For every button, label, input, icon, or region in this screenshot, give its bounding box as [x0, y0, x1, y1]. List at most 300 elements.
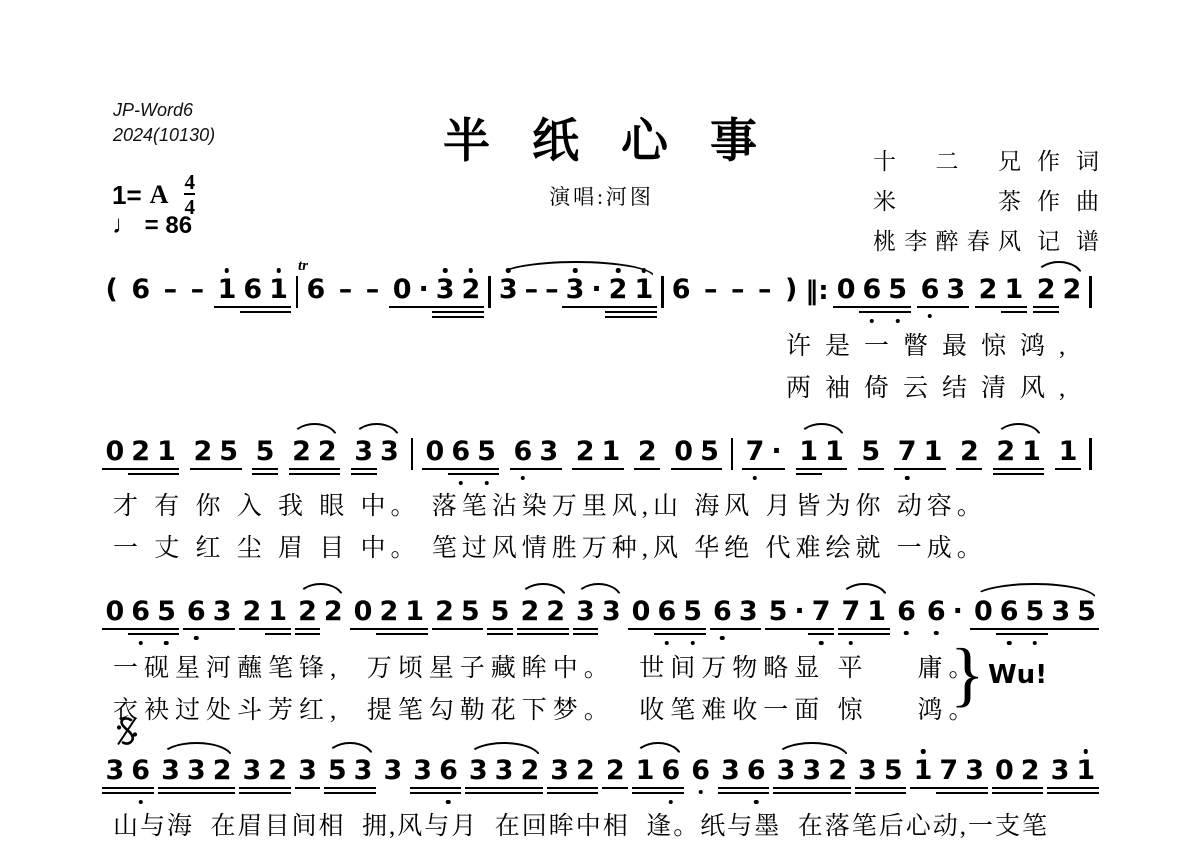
- note-group: [970, 598, 1099, 626]
- note-group: [380, 757, 406, 785]
- note-digit: 3: [161, 755, 180, 786]
- beam-line: [266, 311, 292, 313]
- octave-dot-below: [690, 641, 695, 646]
- beam-line: [295, 787, 321, 789]
- note-group: [517, 598, 569, 626]
- note: [521, 276, 542, 304]
- composer-role: 作曲: [1037, 189, 1099, 214]
- octave-dot-above: [921, 749, 926, 754]
- note-digit: 0: [631, 596, 651, 627]
- note-group: [956, 438, 982, 466]
- beam-line: [314, 468, 340, 470]
- note-digit: ): [784, 274, 798, 305]
- note-group: [634, 438, 660, 466]
- beam-line: [992, 787, 1018, 789]
- note: [295, 598, 321, 626]
- note-group: [297, 258, 329, 305]
- beam-line: [209, 787, 235, 789]
- note-group: [917, 276, 969, 304]
- beam-line: [859, 306, 885, 308]
- beam-line: [240, 311, 266, 313]
- note: [239, 757, 265, 785]
- beam-line: [654, 628, 680, 630]
- beam-line: [605, 306, 631, 308]
- note-digit: 3: [738, 596, 758, 627]
- beam-line: [128, 628, 154, 630]
- note-group: [1055, 438, 1081, 466]
- note-digit: 6: [999, 596, 1019, 627]
- trill-mark: tr: [297, 258, 308, 274]
- beam-line: [154, 473, 180, 475]
- note-group: [102, 757, 154, 785]
- beam-line: [458, 316, 484, 318]
- octave-dot-below: [870, 319, 875, 324]
- note: [295, 757, 321, 785]
- beam-line: [266, 306, 292, 308]
- beam-line: [880, 787, 906, 789]
- note-group: [495, 276, 656, 304]
- note-digit: 3: [946, 274, 966, 305]
- note-digit: 2: [520, 596, 540, 627]
- note-digit: 6: [657, 596, 677, 627]
- note: [885, 276, 911, 304]
- note-group: [754, 276, 775, 304]
- note-group: [214, 276, 291, 304]
- note: [266, 276, 292, 304]
- beam-line: [158, 787, 184, 789]
- beam-line: [389, 306, 415, 308]
- note: [158, 757, 184, 785]
- note-digit: 3: [435, 274, 455, 305]
- note-digit: 3: [413, 755, 433, 786]
- beam-line: [510, 468, 536, 470]
- note: [728, 276, 749, 304]
- quarter-note-icon: ♩: [112, 209, 138, 239]
- note-digit: 2: [520, 755, 540, 786]
- note-digit: –: [731, 274, 745, 305]
- octave-dot-below: [665, 641, 670, 646]
- note: [943, 276, 969, 304]
- note-digit: 1: [825, 436, 844, 467]
- beam-line: [822, 468, 848, 470]
- note-group: [855, 757, 907, 785]
- note-digit: 6: [926, 596, 946, 627]
- note: [402, 598, 428, 626]
- note-digit: 3: [1050, 755, 1070, 786]
- beam-line: [209, 628, 235, 630]
- note-digit: 6: [513, 436, 533, 467]
- song-title: 半纸心事: [443, 116, 799, 168]
- note-digit: 6: [713, 596, 732, 627]
- beam-line: [487, 633, 513, 635]
- note-digit: 5: [683, 596, 703, 627]
- octave-dot-below: [754, 800, 759, 805]
- beam-line: [631, 306, 657, 308]
- beam-line: [910, 787, 936, 789]
- note-digit: 1: [405, 596, 425, 627]
- note: [632, 757, 658, 785]
- octave-dot-below: [934, 631, 939, 636]
- note: [436, 757, 462, 785]
- note-digit: 1: [913, 755, 933, 786]
- note-group: [487, 598, 513, 626]
- note: [128, 276, 154, 304]
- beam-line: [410, 787, 436, 789]
- note: [102, 757, 128, 785]
- beam-line: [992, 792, 1018, 794]
- note-digit: 6: [746, 755, 766, 786]
- lyrics-system4-row1: 山与海 在眉目间相 拥,风与月 在回眸中相 逢。纸与墨 在落笔后心动,一支笔: [113, 813, 1050, 840]
- beam-line: [735, 628, 761, 630]
- note: [796, 438, 822, 466]
- note-group: [833, 276, 910, 304]
- note-group: [465, 757, 542, 785]
- note-digit: 1: [867, 596, 887, 627]
- note-digit: 3: [565, 274, 585, 305]
- beam-line: [295, 633, 321, 635]
- note-digit: ·: [952, 596, 963, 627]
- octave-dot-below: [904, 631, 909, 636]
- beam-line: [880, 792, 906, 794]
- note-group: [671, 438, 723, 466]
- note-digit: (: [105, 274, 118, 305]
- beam-line: [432, 306, 458, 308]
- note: [487, 598, 513, 626]
- beam-line: [765, 628, 791, 630]
- beam-line: [743, 792, 769, 794]
- note: [128, 598, 154, 626]
- note-digit: 1: [601, 436, 621, 467]
- beam-line: [491, 787, 517, 789]
- note: [216, 438, 242, 466]
- note-group: [923, 598, 966, 626]
- note: [598, 598, 624, 626]
- beam-line: [1074, 628, 1100, 630]
- beam-line: [376, 633, 402, 635]
- note-digit: 2: [1062, 274, 1082, 305]
- note-digit: 5: [490, 596, 510, 627]
- note: [265, 598, 291, 626]
- note-group: [1047, 757, 1099, 785]
- beam-line: [602, 787, 628, 789]
- performer-label: 演唱:河图: [549, 185, 654, 209]
- beam-line: [474, 468, 500, 470]
- beam-line: [855, 787, 881, 789]
- note-group: [335, 276, 356, 304]
- note-group: [668, 276, 694, 304]
- beam-line: [415, 306, 432, 308]
- beam-line: [128, 787, 154, 789]
- note-group: [910, 757, 987, 785]
- beam-line: [993, 473, 1019, 475]
- beam-line: [1073, 792, 1099, 794]
- beam-line: [239, 787, 265, 789]
- note-digit: 5: [1025, 596, 1045, 627]
- beam-line: [588, 306, 605, 308]
- note: [297, 258, 329, 305]
- note: [631, 276, 657, 304]
- beam-line: [543, 628, 569, 630]
- barline: [1089, 276, 1092, 308]
- note: [183, 598, 209, 626]
- note-digit: 2: [1020, 755, 1040, 786]
- barline: [411, 438, 414, 470]
- note: [573, 757, 599, 785]
- note-digit: 3: [383, 755, 403, 786]
- beam-line: [183, 792, 209, 794]
- note: [1033, 276, 1059, 304]
- note: [658, 757, 684, 785]
- beam-line: [573, 787, 599, 789]
- note-group: [1033, 276, 1085, 304]
- beam-line: [799, 792, 825, 794]
- note-digit: 0: [105, 436, 125, 467]
- note: [154, 598, 180, 626]
- note: [936, 757, 962, 785]
- time-signature-lower: 4: [184, 195, 195, 219]
- note-digit: 1: [217, 274, 237, 305]
- note-digit: 6: [131, 596, 151, 627]
- note-digit: 2: [435, 596, 454, 627]
- beam-line: [962, 792, 988, 794]
- beam-line: [768, 468, 785, 470]
- note-digit: 1: [1058, 436, 1078, 467]
- beam-line: [295, 628, 321, 630]
- octave-dot-above: [443, 268, 448, 273]
- note: [910, 757, 936, 785]
- note: [671, 438, 697, 466]
- note: [380, 757, 406, 785]
- note-digit: –: [757, 274, 772, 305]
- beam-line: [743, 787, 769, 789]
- beam-line: [324, 787, 350, 789]
- note-digit: 3: [105, 755, 125, 786]
- note: [536, 438, 562, 466]
- note: [880, 757, 906, 785]
- note-digit: 2: [292, 436, 311, 467]
- note: [628, 598, 654, 626]
- note: [1019, 438, 1045, 466]
- note: [634, 438, 660, 466]
- note: [1074, 598, 1100, 626]
- note-digit: 2: [637, 436, 657, 467]
- note-digit: 0: [353, 596, 373, 627]
- note-digit: 6: [243, 274, 263, 305]
- beam-line: [628, 628, 654, 630]
- beam-line: [936, 792, 962, 794]
- note: [602, 757, 628, 785]
- beam-line: [183, 628, 209, 630]
- note-digit: 5: [477, 436, 496, 467]
- beam-line: [265, 792, 291, 794]
- beam-line: [634, 468, 660, 470]
- octave-dot-below: [698, 790, 703, 795]
- octave-dot-below: [895, 319, 900, 324]
- note-digit: –: [524, 274, 539, 305]
- note-digit: 1: [269, 274, 288, 305]
- note: [432, 276, 458, 304]
- note-digit: 2: [996, 436, 1016, 467]
- octave-dot-below: [458, 481, 463, 486]
- note-group: [728, 276, 749, 304]
- lyrics-system1-row1: 许是一瞥最惊鸿,: [786, 333, 1080, 360]
- note: [457, 598, 483, 626]
- note: [265, 757, 291, 785]
- note: [754, 276, 775, 304]
- note-group: [239, 757, 291, 785]
- note: [680, 598, 706, 626]
- note-digit: 5: [700, 436, 719, 467]
- barline: [1089, 438, 1092, 470]
- note: [917, 276, 943, 304]
- note-digit: 1: [1022, 436, 1041, 467]
- note: [710, 598, 736, 626]
- beam-line: [838, 628, 864, 630]
- note: [335, 276, 356, 304]
- note-digit: 1: [1076, 755, 1096, 786]
- lyrics-vocalization: Wu!: [988, 660, 1048, 690]
- beam-line: [773, 787, 799, 789]
- note-digit: 1: [635, 755, 655, 786]
- note-digit: 2: [131, 436, 151, 467]
- beam-line: [190, 468, 216, 470]
- note-group: [628, 598, 705, 626]
- note-digit: 2: [576, 755, 595, 786]
- beam-line: [448, 473, 474, 475]
- note-digit: 3: [353, 755, 373, 786]
- note: [742, 438, 768, 466]
- note: [214, 276, 240, 304]
- beam-line: [154, 468, 180, 470]
- note-group: [894, 438, 946, 466]
- note-digit: 2: [193, 436, 213, 467]
- note: [765, 598, 791, 626]
- note-digit: 0: [105, 596, 125, 627]
- note-digit: 2: [605, 755, 625, 786]
- note: [252, 438, 278, 466]
- beam-line: [825, 787, 851, 789]
- beam-line: [573, 792, 599, 794]
- note: [350, 598, 376, 626]
- beam-line: [102, 792, 128, 794]
- note-digit: 6: [186, 596, 206, 627]
- repeat-sign: ‖:: [805, 276, 829, 306]
- beam-line: [128, 633, 154, 635]
- note-digit: 6: [897, 596, 916, 627]
- note-digit: 3: [494, 755, 514, 786]
- note-digit: 3: [776, 755, 796, 786]
- note: [605, 276, 631, 304]
- note-group: [422, 438, 499, 466]
- beam-line: [432, 316, 458, 318]
- beam-line: [436, 792, 462, 794]
- beam-line: [796, 468, 822, 470]
- note-digit: 5: [460, 596, 480, 627]
- beam-line: [573, 628, 599, 630]
- note-digit: 3: [601, 596, 621, 627]
- note-digit: –: [545, 274, 559, 305]
- credits-block: [873, 143, 1099, 263]
- beam-line: [128, 792, 154, 794]
- beam-line: [487, 628, 513, 630]
- beam-line: [1022, 633, 1048, 635]
- octave-dot-below: [753, 476, 758, 481]
- note: [376, 598, 402, 626]
- octave-dot-above: [506, 268, 511, 273]
- note: [996, 598, 1022, 626]
- note: [239, 598, 265, 626]
- octave-dot-above: [573, 268, 578, 273]
- beam-line: [102, 628, 128, 630]
- note: [102, 438, 128, 466]
- note-digit: 3: [498, 274, 518, 305]
- note-digit: 6: [131, 274, 151, 305]
- barline: [488, 276, 491, 308]
- note-group: [295, 757, 321, 785]
- beam-line: [996, 633, 1022, 635]
- beam-line: [920, 468, 946, 470]
- note-group: [289, 438, 341, 466]
- note: [822, 438, 848, 466]
- note: [495, 276, 521, 304]
- beam-line: [216, 468, 242, 470]
- note: [415, 276, 432, 304]
- barline: [731, 438, 734, 470]
- note-group: [239, 598, 291, 626]
- note: [432, 598, 458, 626]
- beam-line: [543, 633, 569, 635]
- note: [510, 438, 536, 466]
- note: [1047, 757, 1073, 785]
- note-digit: 2: [608, 274, 628, 305]
- beam-line: [128, 473, 154, 475]
- transcriber-role: 记谱: [1037, 229, 1099, 254]
- beam-line: [402, 628, 428, 630]
- note: [324, 757, 350, 785]
- octave-dot-below: [194, 636, 199, 641]
- note: [320, 598, 346, 626]
- barline: [661, 276, 664, 308]
- note-group: [183, 598, 235, 626]
- note-group: [602, 757, 628, 785]
- note-group: [128, 276, 154, 304]
- beam-line: [252, 468, 278, 470]
- lyrics-system2-row2: 一 丈 红 尘 眉 目 中。 笔过风情胜万种,风 华绝 代难绘就 一成。: [113, 535, 987, 562]
- note-digit: –: [704, 274, 718, 305]
- beam-line: [917, 306, 943, 308]
- beam-line: [350, 628, 376, 630]
- note-group: [547, 757, 599, 785]
- octave-dot-above: [642, 268, 647, 273]
- note-group: [632, 757, 684, 785]
- beam-line: [996, 628, 1022, 630]
- note-digit: 2: [323, 596, 343, 627]
- beam-line: [458, 306, 484, 308]
- beam-line: [154, 628, 180, 630]
- note: [102, 276, 121, 304]
- note: [1059, 276, 1085, 304]
- note: [190, 438, 216, 466]
- lyricist-name: 十二兄: [873, 149, 1021, 174]
- note-digit: 7: [811, 596, 831, 627]
- note-digit: 2: [1036, 274, 1056, 305]
- beam-line: [859, 311, 885, 313]
- note: [1048, 598, 1074, 626]
- beam-line: [324, 792, 350, 794]
- note: [160, 276, 181, 304]
- note: [128, 757, 154, 785]
- beam-line: [350, 787, 376, 789]
